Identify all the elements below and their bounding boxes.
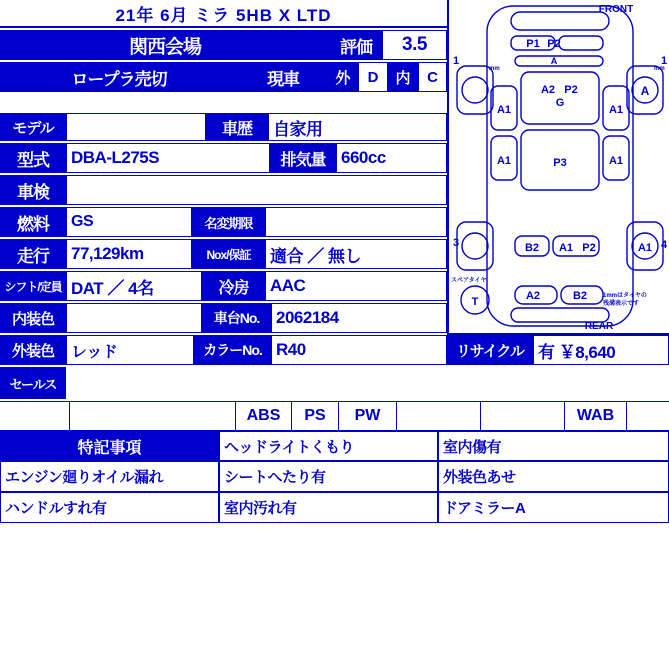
grade-box-interior-label: 内 [388, 62, 418, 92]
svg-text:A1: A1 [496, 104, 512, 116]
note-cell: 室内汚れ有 [219, 492, 438, 523]
equipment-cell [627, 402, 669, 430]
displacement-label: 排気量 [270, 143, 336, 173]
color-no-label: カラーNo. [194, 335, 271, 365]
equipment-cell [481, 402, 565, 430]
page-title: 21年 6月 ミラ 5HB X LTD [0, 0, 447, 28]
svg-text:G: G [555, 97, 565, 109]
sales-label: セールス [0, 367, 66, 399]
shaken-label: 車検 [0, 175, 66, 205]
svg-text:T: T [471, 296, 479, 308]
shift-value: DAT ／ 4名 [66, 271, 202, 301]
note-cell: ドアミラーA [438, 492, 669, 523]
svg-text:P3: P3 [553, 157, 567, 169]
note-cell: ハンドルすれ有 [0, 492, 219, 523]
shaken-value [66, 175, 447, 205]
svg-text:B2: B2 [524, 242, 540, 254]
svg-text:A1: A1 [608, 104, 624, 116]
fuel-label: 燃料 [0, 207, 66, 237]
svg-text:P2: P2 [582, 242, 596, 254]
rating-label: 評価 [330, 30, 382, 60]
exterior-color-value: レッド [66, 335, 194, 365]
svg-text:REAR: REAR [584, 321, 614, 332]
svg-text:mm: mm [489, 66, 500, 72]
equipment-cell-ps: PS [292, 402, 339, 430]
svg-text:A1: A1 [608, 155, 624, 167]
nox-label: Nox/保証 [192, 239, 265, 269]
svg-text:4: 4 [661, 239, 668, 251]
note-cell: 外装色あせ [438, 461, 669, 492]
distance-value: 77,129km [66, 239, 192, 269]
svg-text:P2: P2 [547, 38, 561, 50]
svg-text:FRONT: FRONT [598, 4, 634, 15]
recycle-label: リサイクル [447, 335, 533, 365]
notes-table [0, 431, 669, 524]
notes-header: 特記事項 [0, 431, 219, 461]
aircon-value: AAC [265, 271, 447, 301]
grade-box-exterior-value: D [358, 62, 388, 92]
svg-text:スペアタイヤ: スペアタイヤ [451, 278, 487, 284]
svg-text:3: 3 [453, 237, 460, 249]
sale-status: ロープラ売切 [0, 62, 238, 92]
svg-text:残溝表示です: 残溝表示です [603, 301, 640, 307]
svg-text:1mmはタイヤの: 1mmはタイヤの [603, 293, 647, 299]
history-value: 自家用 [268, 113, 447, 141]
note-cell: 室内傷有 [438, 431, 669, 461]
note-cell: エンジン廻りオイル漏れ [0, 461, 219, 492]
svg-text:P1: P1 [526, 38, 540, 50]
svg-text:mm: mm [654, 66, 665, 72]
vin-label: 車台No. [202, 303, 271, 333]
svg-text:A: A [640, 84, 650, 98]
svg-text:P2: P2 [564, 84, 578, 96]
vin-value: 2062184 [271, 303, 447, 333]
katashiki-value: DBA-L275S [66, 143, 270, 173]
equipment-cell [397, 402, 481, 430]
name-change-label: 名変期限 [192, 207, 265, 237]
katashiki-label: 型式 [0, 143, 66, 173]
car-damage-diagram [447, 0, 669, 335]
svg-text:A1: A1 [637, 242, 653, 254]
exterior-color-label: 外装色 [0, 335, 66, 365]
fuel-value: GS [66, 207, 192, 237]
aircon-label: 冷房 [202, 271, 265, 301]
nox-value: 適合 ／ 無し [265, 239, 447, 269]
equipment-cell [70, 402, 236, 430]
svg-text:B2: B2 [572, 290, 588, 302]
equipment-cell-pw: PW [339, 402, 397, 430]
svg-text:A2: A2 [540, 84, 556, 96]
model-label: モデル [0, 113, 66, 141]
svg-text:A1: A1 [558, 242, 574, 254]
interior-color-value [66, 303, 202, 333]
equipment-cell-abs: ABS [236, 402, 292, 430]
svg-text:1: 1 [453, 55, 460, 67]
note-cell: シートへたり有 [219, 461, 438, 492]
grade-box-exterior-label: 外 [328, 62, 358, 92]
recycle-value: 有 ￥8,640 [533, 335, 669, 365]
stock-status: 現車 [238, 62, 328, 92]
rating-value: 3.5 [382, 30, 447, 60]
equipment-cell-wab: WAB [565, 402, 627, 430]
venue-label: 関西会場 [0, 30, 330, 60]
distance-label: 走行 [0, 239, 66, 269]
equipment-cell [0, 402, 70, 430]
svg-text:A1: A1 [496, 155, 512, 167]
model-value [66, 113, 206, 141]
history-label: 車歴 [206, 113, 268, 141]
name-change-value [265, 207, 447, 237]
interior-color-label: 内装色 [0, 303, 66, 333]
svg-text:A: A [550, 56, 558, 66]
shift-label: シフト/定員 [0, 271, 66, 301]
svg-text:A2: A2 [525, 290, 541, 302]
svg-text:1: 1 [661, 55, 668, 67]
equipment-strip [0, 401, 669, 431]
color-no-value: R40 [271, 335, 447, 365]
displacement-value: 660cc [336, 143, 447, 173]
grade-box-interior-value: C [418, 62, 447, 92]
note-cell: ヘッドライトくもり [219, 431, 438, 461]
